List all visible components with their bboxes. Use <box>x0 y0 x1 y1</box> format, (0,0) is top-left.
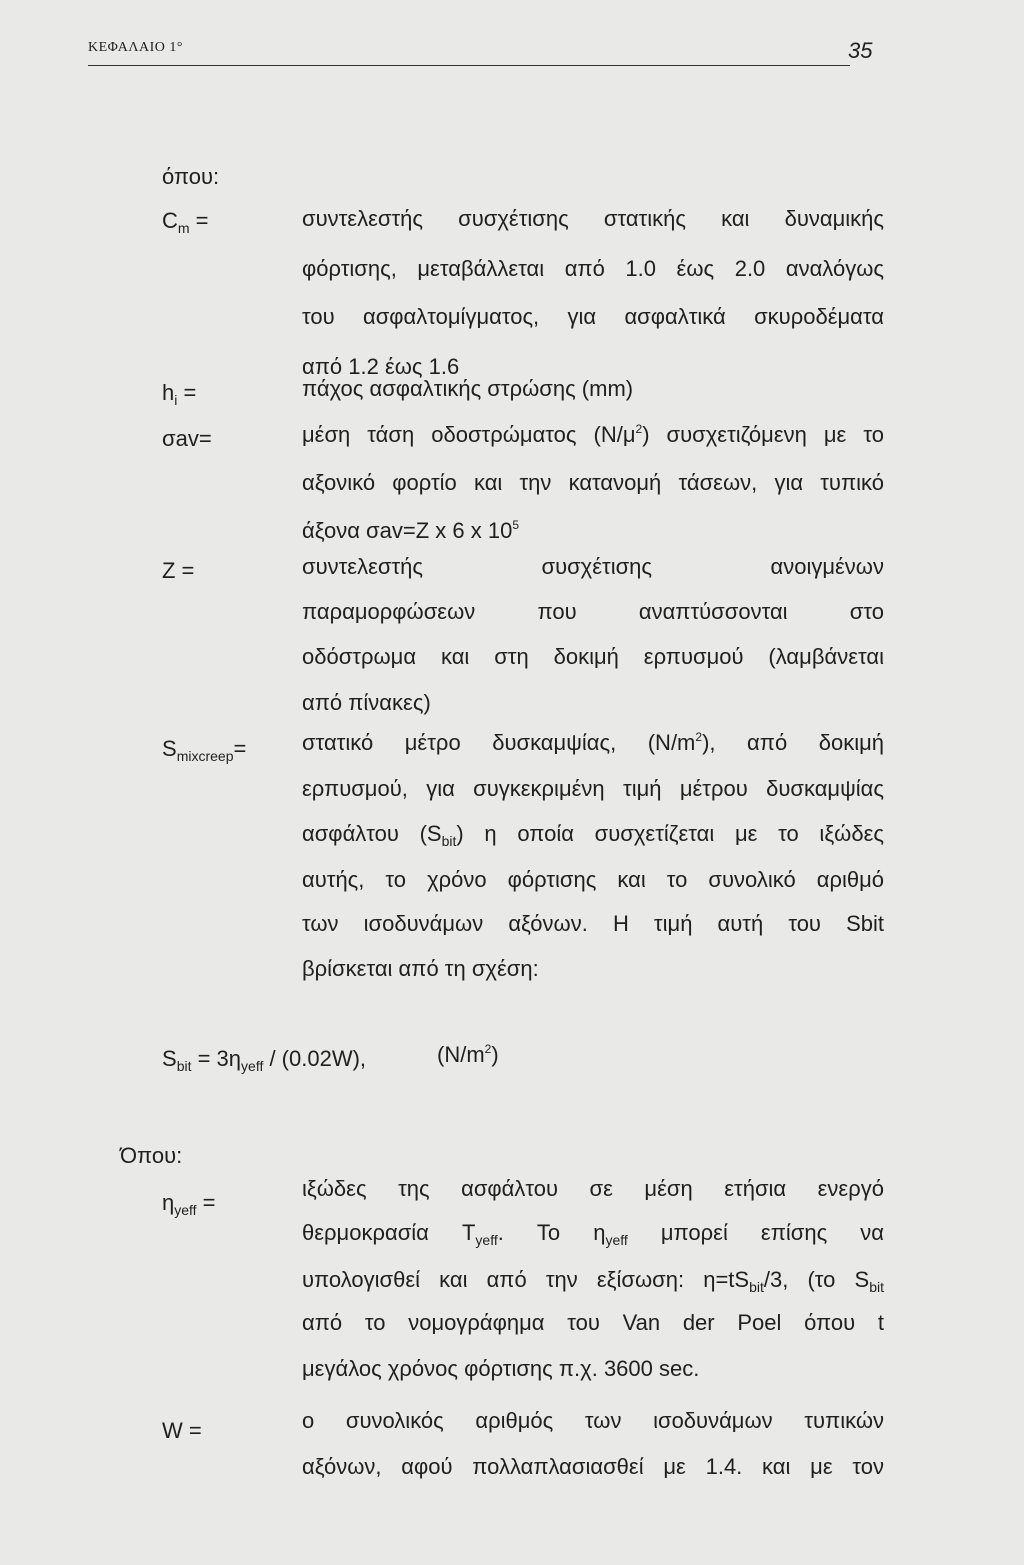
eta-def-line: μεγάλος χρόνος φόρτισης π.χ. 3600 sec. <box>302 1356 700 1381</box>
smix-def-line: αυτής, το χρόνο φόρτισης και το συνολικό αριθμό <box>302 867 884 892</box>
sav-symbol: σav= <box>162 426 212 451</box>
eta-def-line: θερμοκρασία $T_{yeff}$. Το $\eta_{yeff}$ μπορεί επίσης να <box>302 1220 884 1248</box>
z-def-line: οδόστρωμα και στη δοκιμή ερπυσμού (λαμβάνεται <box>302 644 884 669</box>
where-label-2: Όπου: <box>120 1143 183 1168</box>
sbit-equation-unit: $(N/m^2)$ <box>437 1042 499 1067</box>
z-symbol: Z = <box>162 558 195 583</box>
eta-def-line: ιξώδες της ασφάλτου σε μέση ετήσια ενεργό <box>302 1176 884 1201</box>
sav-def-line: μέση τάση οδοστρώματος $(N/\mu^2)$ συσχετιζόμενη με το <box>302 422 884 447</box>
cm-def-line: του ασφαλτομίγματος, για ασφαλτικά σκυροδέματα <box>302 304 884 329</box>
smix-def-line: στατικό μέτρο δυσκαμψίας, $(N/m^2)$, από δοκιμή <box>302 730 884 755</box>
eta-def-line: από το νομογράφημα του Van der Poel όπου t <box>302 1310 884 1335</box>
page-number: 35 <box>848 38 873 63</box>
smixcreep-symbol: $S_{mixcreep}=$ <box>162 736 247 764</box>
hi-def-line: πάχος ασφαλτικής στρώσης (mm) <box>302 376 634 401</box>
smix-def-line: βρίσκεται από τη σχέση: <box>302 956 539 981</box>
smix-def-line: των ισοδυνάμων αξόνων. Η τιμή αυτή του Sbit <box>302 911 884 936</box>
w-def-line: ο συνολικός αριθμός των ισοδυνάμων τυπικών <box>302 1408 884 1433</box>
cm-def-line: φόρτισης, μεταβάλλεται από 1.0 έως 2.0 αναλόγως <box>302 256 884 281</box>
cm-def-line: συντελεστής συσχέτισης στατικής και δυναμικής <box>302 206 884 231</box>
chapter-running-head: ΚΕΦΑΛΑΙΟ 1° <box>88 40 183 55</box>
eta-def-line: υπολογισθεί και από την εξίσωση: $\eta=tS_{bit}/3$, (το $S_{bit}$ <box>302 1267 884 1295</box>
z-def-line: παραμορφώσεων που αναπτύσσονται στο <box>302 599 884 624</box>
sav-def-line: άξονα σav=Z x 6 x $10^5$ <box>302 518 519 543</box>
where-label: όπου: <box>162 164 220 189</box>
z-def-line: συντελεστής συσχέτισης ανοιγμένων <box>302 554 884 579</box>
hi-symbol: $h_i$ = <box>162 380 197 408</box>
header-rule <box>88 65 850 66</box>
smix-def-line: ασφάλτου $(S_{bit})$ η οποία συσχετίζεται με το ιξώδες <box>302 821 885 849</box>
sbit-equation: $S_{bit} = 3\eta_{yeff} / (0.02W)$, <box>162 1046 367 1074</box>
smix-def-line: ερπυσμού, για συγκεκριμένη τιμή μέτρου δυσκαμψίας <box>302 776 884 801</box>
cm-def-line: από 1.2 έως 1.6 <box>302 354 460 379</box>
eta-yeff-symbol: $\eta_{yeff}$ = <box>162 1190 216 1218</box>
w-def-line: αξόνων, αφού πολλαπλασιασθεί με 1.4. και με τον <box>302 1454 884 1479</box>
w-symbol: W = <box>162 1418 202 1443</box>
z-def-line: από πίνακες) <box>302 690 431 715</box>
sav-def-line: αξονικό φορτίο και την κατανομή τάσεων, για τυπικό <box>302 470 884 495</box>
cm-symbol: $C_m$ = <box>162 208 209 236</box>
